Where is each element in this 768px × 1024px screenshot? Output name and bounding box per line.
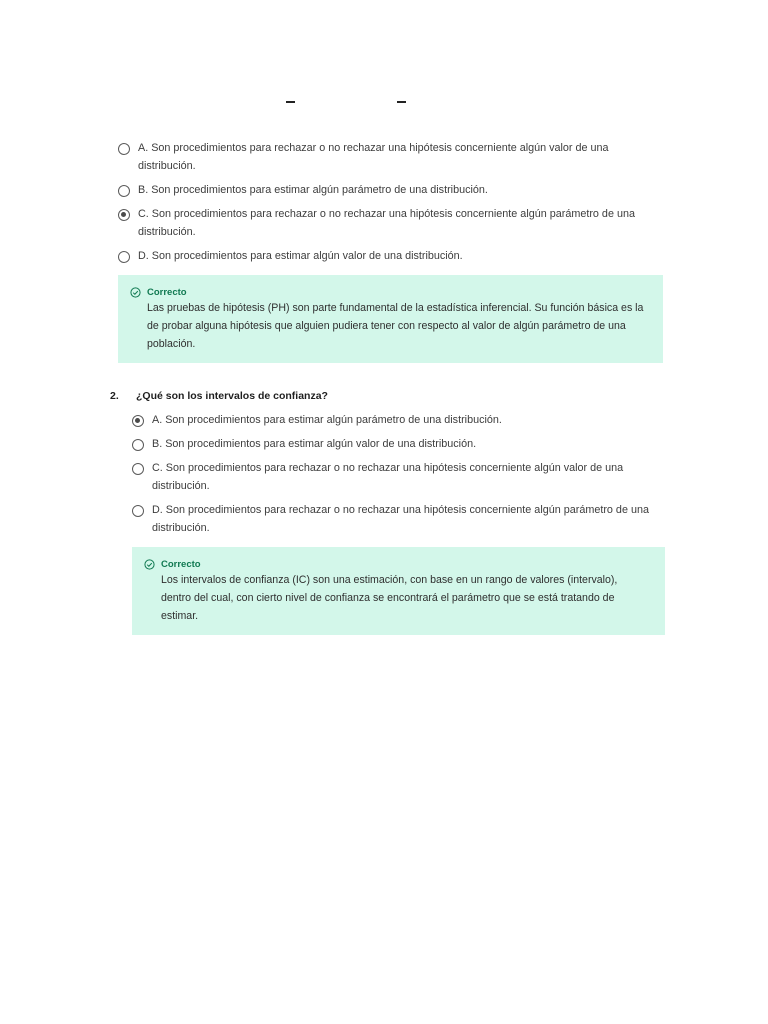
q2-feedback-text: Los intervalos de confianza (IC) son una estimación, con base en un rango de valores (intervalo), dentro del cual, con cierto nivel de confianza se encontrará el parámetro que se está tratando de estimar.	[161, 574, 618, 622]
q2-number: 2.	[110, 390, 119, 402]
check-circle-icon	[144, 559, 155, 570]
q1-option-b-radio[interactable]	[118, 185, 130, 197]
q1-option-c[interactable]	[118, 208, 663, 241]
header-dash-left	[286, 101, 295, 103]
q2-heading	[110, 386, 665, 406]
q1-option-d[interactable]	[118, 250, 663, 265]
question-2	[110, 386, 665, 635]
check-circle-icon	[130, 287, 141, 298]
q1-option-d-radio[interactable]	[118, 251, 130, 263]
q2-option-b-radio[interactable]	[132, 439, 144, 451]
q1-option-b[interactable]	[118, 184, 663, 199]
q1-option-d-text: D. Son procedimientos para estimar algún valor de una distribución.	[138, 250, 463, 262]
q2-feedback	[132, 547, 665, 635]
q2-option-d[interactable]	[132, 504, 665, 537]
q1-option-a-radio[interactable]	[118, 143, 130, 155]
q2-option-a-text: A. Son procedimientos para estimar algún parámetro de una distribución.	[152, 414, 502, 426]
q2-option-d-text: D. Son procedimientos para rechazar o no rechazar una hipótesis concerniente algún parámetro de una distribución.	[152, 504, 649, 534]
q2-option-d-radio[interactable]	[132, 505, 144, 517]
q2-option-b[interactable]	[132, 438, 665, 453]
q2-option-a[interactable]	[132, 414, 665, 429]
q1-option-a[interactable]	[118, 142, 663, 175]
q2-option-c-radio[interactable]	[132, 463, 144, 475]
q1-option-c-radio[interactable]	[118, 209, 130, 221]
q1-option-b-text: B. Son procedimientos para estimar algún parámetro de una distribución.	[138, 184, 488, 196]
q2-feedback-label: Correcto	[161, 558, 201, 570]
q2-option-c-text: C. Son procedimientos para rechazar o no rechazar una hipótesis concerniente algún valor de una distribución.	[152, 462, 624, 492]
q1-feedback-label: Correcto	[147, 286, 187, 298]
q1-option-a-text: A. Son procedimientos para rechazar o no rechazar una hipótesis concerniente algún valor de una distribución.	[138, 142, 609, 172]
q2-option-c[interactable]	[132, 462, 665, 495]
q2-option-a-radio[interactable]	[132, 415, 144, 427]
q1-feedback	[118, 275, 663, 363]
header-dash-right	[397, 101, 406, 103]
question-1	[118, 142, 663, 363]
q2-option-b-text: B. Son procedimientos para estimar algún valor de una distribución.	[152, 438, 477, 450]
q2-title: ¿Qué son los intervalos de confianza?	[136, 390, 328, 402]
q1-feedback-text: Las pruebas de hipótesis (PH) son parte fundamental de la estadística inferencial. Su función básica es la de probar alguna hipótesis que alguien pudiera tener con respecto al valor de algún parámetro de una población.	[147, 302, 644, 350]
q1-option-c-text: C. Son procedimientos para rechazar o no rechazar una hipótesis concerniente algún parámetro de una distribución.	[138, 208, 635, 238]
